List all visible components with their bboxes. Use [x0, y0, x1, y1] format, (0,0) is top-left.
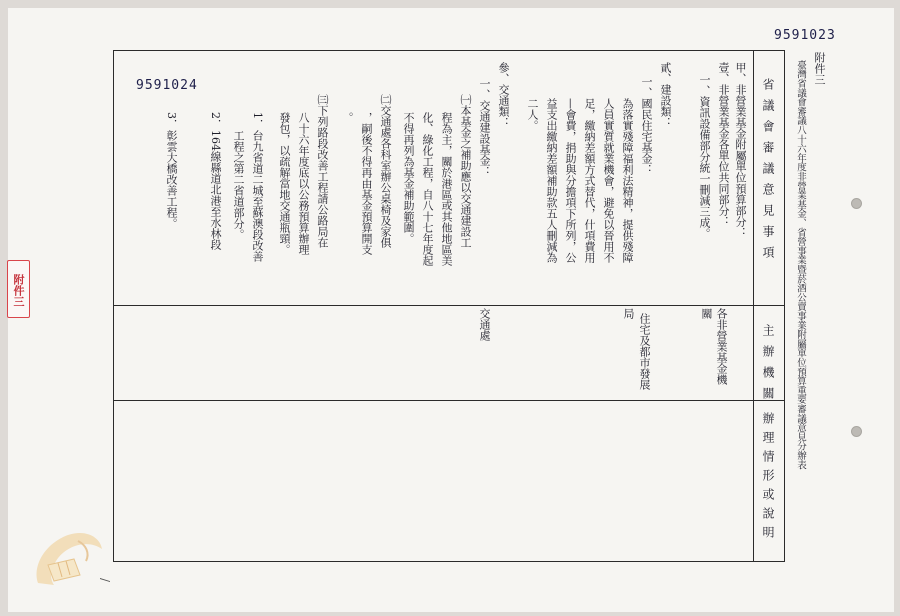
- item-a2-1: 一、國民住宅基金：: [640, 76, 653, 175]
- item-a3-1-p1-a: ㈠本基金之補助應以交通建設工: [459, 94, 472, 248]
- header-status: 辦理情形或說明: [761, 412, 775, 545]
- item-a2-1-text-4: —會費，捐助與分擔項下所列，公: [564, 98, 577, 263]
- item-a3-1-p1-c: 化、綠化工程，自八十七年度起: [421, 112, 434, 266]
- item-a3-1-p1-d: 不得再列為基金補助範圍。: [402, 112, 415, 244]
- agency-nonbusiness-line-2: 關: [700, 308, 713, 319]
- item-a3-1-p3-1-b: 工程之第二省道部分。: [232, 130, 245, 240]
- agency-nonbusiness-line-1: 各非營業基金機: [715, 308, 728, 385]
- row-divider-1: [113, 305, 785, 306]
- item-a3-1-p3-a: ㈢下列路段改善工程請公路局在: [316, 94, 329, 248]
- item-a3-1-p3-c: 發包，以疏解當地交通瓶頸。: [278, 112, 291, 255]
- agency-transport: 交通處: [478, 308, 491, 341]
- header-column-divider: [753, 50, 754, 562]
- document-number-top: 9591023: [774, 28, 836, 43]
- item-a2-1-text-3: 足，繳納差額方式替代，什項費用: [583, 98, 596, 263]
- item-a3-1-p1-b: 程為主，關於港區或其他地區美: [440, 112, 453, 266]
- item-a3-1-p2-c: 。: [341, 112, 354, 123]
- document-number-left: 9591024: [136, 78, 198, 93]
- item-a3-1-p3-1-a: 1．台九省道二城至蘇澳段改善: [251, 112, 264, 262]
- document-page: [8, 8, 894, 612]
- agency-housing-line-2: 局: [622, 308, 635, 319]
- item-a3-1-p2-b: ，嗣後不得再由基金預算開支: [360, 112, 373, 255]
- attachment-label: 附件三: [813, 52, 826, 85]
- punch-hole-upper: [851, 198, 862, 209]
- item-a3: 參、交通類：: [497, 62, 510, 128]
- row-divider-2: [113, 400, 785, 401]
- item-a3-1-p3-b: 八十六年度底以公務預算辦理: [297, 112, 310, 255]
- item-a2-1-text-5: 益支出繳納差額補助款五人刪減為: [545, 98, 558, 263]
- header-agency: 主辦機關: [761, 324, 775, 408]
- item-a2-1-text-6: 二人。: [526, 98, 539, 131]
- form-title: 臺灣省議會審議八十六年度非營業基金、省營事業暨菸酒公賣事業附屬單位預算重要審議意見分辦表: [795, 60, 806, 470]
- item-a1: 壹、非營業基金各單位共同部分：: [717, 62, 730, 227]
- item-a: 甲、非營業基金附屬單位預算部分：: [734, 62, 747, 238]
- item-a3-1-p3-3: 3．彰雲大橋改善工程。: [165, 112, 178, 229]
- item-a3-1: 一、交通建設基金：: [478, 78, 491, 177]
- archive-logo-icon: [28, 525, 106, 591]
- item-a1-1: 一、資訊設備部分統一刪減三成。: [698, 74, 711, 239]
- item-a2-1-text-1: 為落實殘障福利法精神，提供殘障: [621, 98, 634, 263]
- header-opinion: 省議會審議意見事項: [761, 78, 775, 267]
- corner-mark: /: [98, 578, 112, 583]
- item-a3-1-p2-a: ㈡交通處各科室辦公桌椅及家俱: [379, 94, 392, 248]
- attachment-tab: 附件三: [7, 260, 30, 318]
- item-a2: 貳、建設類：: [659, 62, 672, 128]
- item-a2-1-text-2: 人員實質就業機會，避免以晉用不: [602, 98, 615, 263]
- agency-housing-line-1: 住宅及都市發展: [638, 313, 651, 390]
- punch-hole-lower: [851, 426, 862, 437]
- item-a3-1-p3-2-a: 2．164線縣道北港至水林段: [209, 112, 222, 250]
